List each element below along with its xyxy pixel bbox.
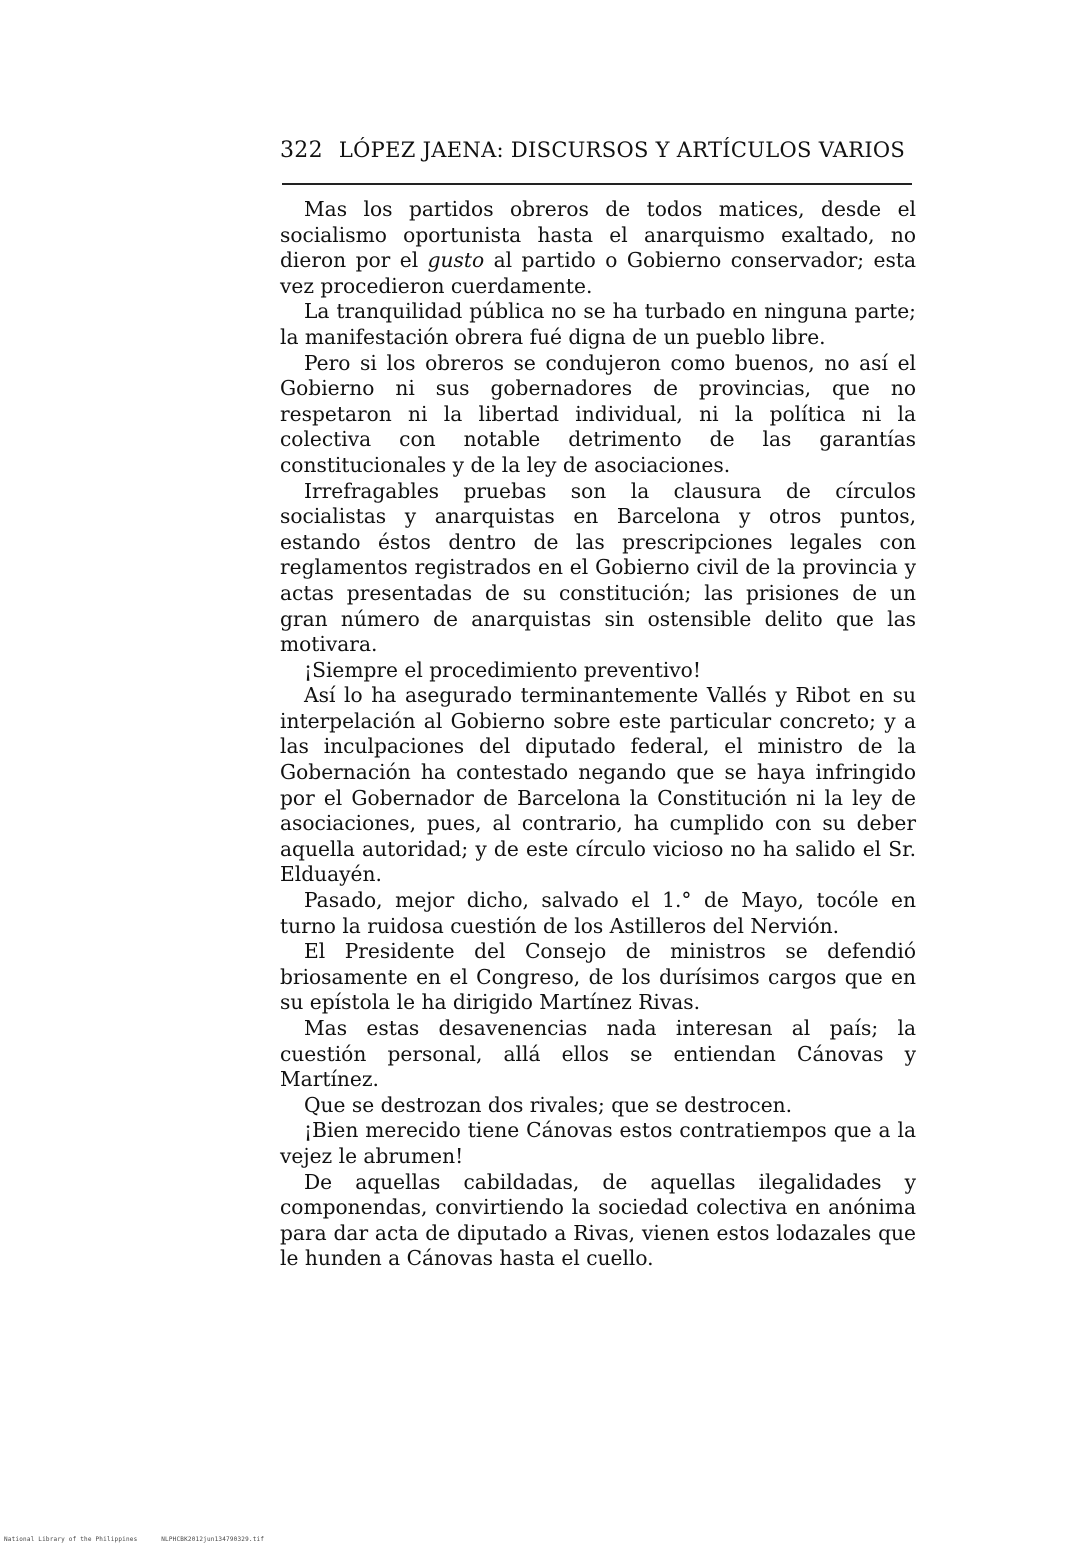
paragraph: ¡Bien merecido tiene Cánovas estos contratiempos que a la vejez le abrumen! [280,1118,916,1168]
library-credit: National Library of the Philippines [4,1536,138,1543]
paragraph: La tranquilidad pública no se ha turbado en ninguna parte; la manifestación obrera fué digna de un pueblo libre. [280,299,916,349]
page-number: 322 [280,138,323,163]
paragraph-text: Mas los partidos obreros de todos matices, desde el socialismo oportunista hasta el anarquismo exaltado, no dieron por el [280,197,916,273]
paragraph: Mas estas desavenencias nada interesan al país; la cuestión personal, allá ellos se entiendan Cánovas y Martínez. [280,1016,916,1092]
paragraph: Pasado, mejor dicho, salvado el 1.° de Mayo, tocóle en turno la ruidosa cuestión de los Astilleros del Nervión. [280,888,916,938]
paragraph: Pero si los obreros se condujeron como buenos, no así el Gobierno ni sus gobernadores de provincias, que no respetaron ni la libertad individual, ni la política ni la colectiva con notable detrimento de las garantías constitucionales y de la ley de asociaciones. [280,350,916,477]
paragraph-text: al partido o Gobierno conservador; esta vez procedieron cuerdamente. [280,248,916,298]
paragraph: Que se destrozan dos rivales; que se destrocen. [304,1092,793,1117]
body-text [280,197,916,1272]
running-title: LÓPEZ JAENA: DISCURSOS Y ARTÍCULOS VARIOS [338,138,906,162]
paragraph: De aquellas cabildadas, de aquellas ilegalidades y componendas, convirtiendo la sociedad colectiva en anónima para dar acta de diputado a Rivas, vienen estos lodazales que le hunden a Cánovas hasta el cuello. [280,1169,916,1271]
paragraph: El Presidente del Consejo de ministros se defendió briosamente en el Congreso, de los durísimos cargos que en su epístola le ha dirigido Martínez Rivas. [280,939,916,1015]
scan-footer [4,1536,264,1543]
emphasized-word: gusto [427,248,485,273]
header-rule [282,183,912,185]
scan-id: NLPHCBK2012jun134790329.tif [161,1536,265,1543]
paragraph [280,197,916,299]
paragraph: ¡Siempre el procedimiento preventivo! [304,657,701,682]
paragraph: Irrefragables pruebas son la clausura de círculos socialistas y anarquistas en Barcelona y otros puntos, estando éstos dentro de las prescripciones legales con reglamentos registrados en el Gobierno civil de la provincia y actas presentadas de su constitución; las prisiones de un gran número de anarquistas sin ostensible delito que las motivara. [280,478,916,657]
running-header [280,138,916,163]
paragraph: Así lo ha asegurado terminantemente Vallés y Ribot en su interpelación al Gobierno sobre este particular concreto; y a las inculpaciones del diputado federal, el ministro de la Gobernación ha contestado negando que se haya infringido por el Gobernador de Barcelona la Constitución ni la ley de asociaciones, pues, al contrario, ha cumplido con su deber aquella autoridad; y de este círculo vicioso no ha salido el Sr. Elduayén. [280,683,916,887]
